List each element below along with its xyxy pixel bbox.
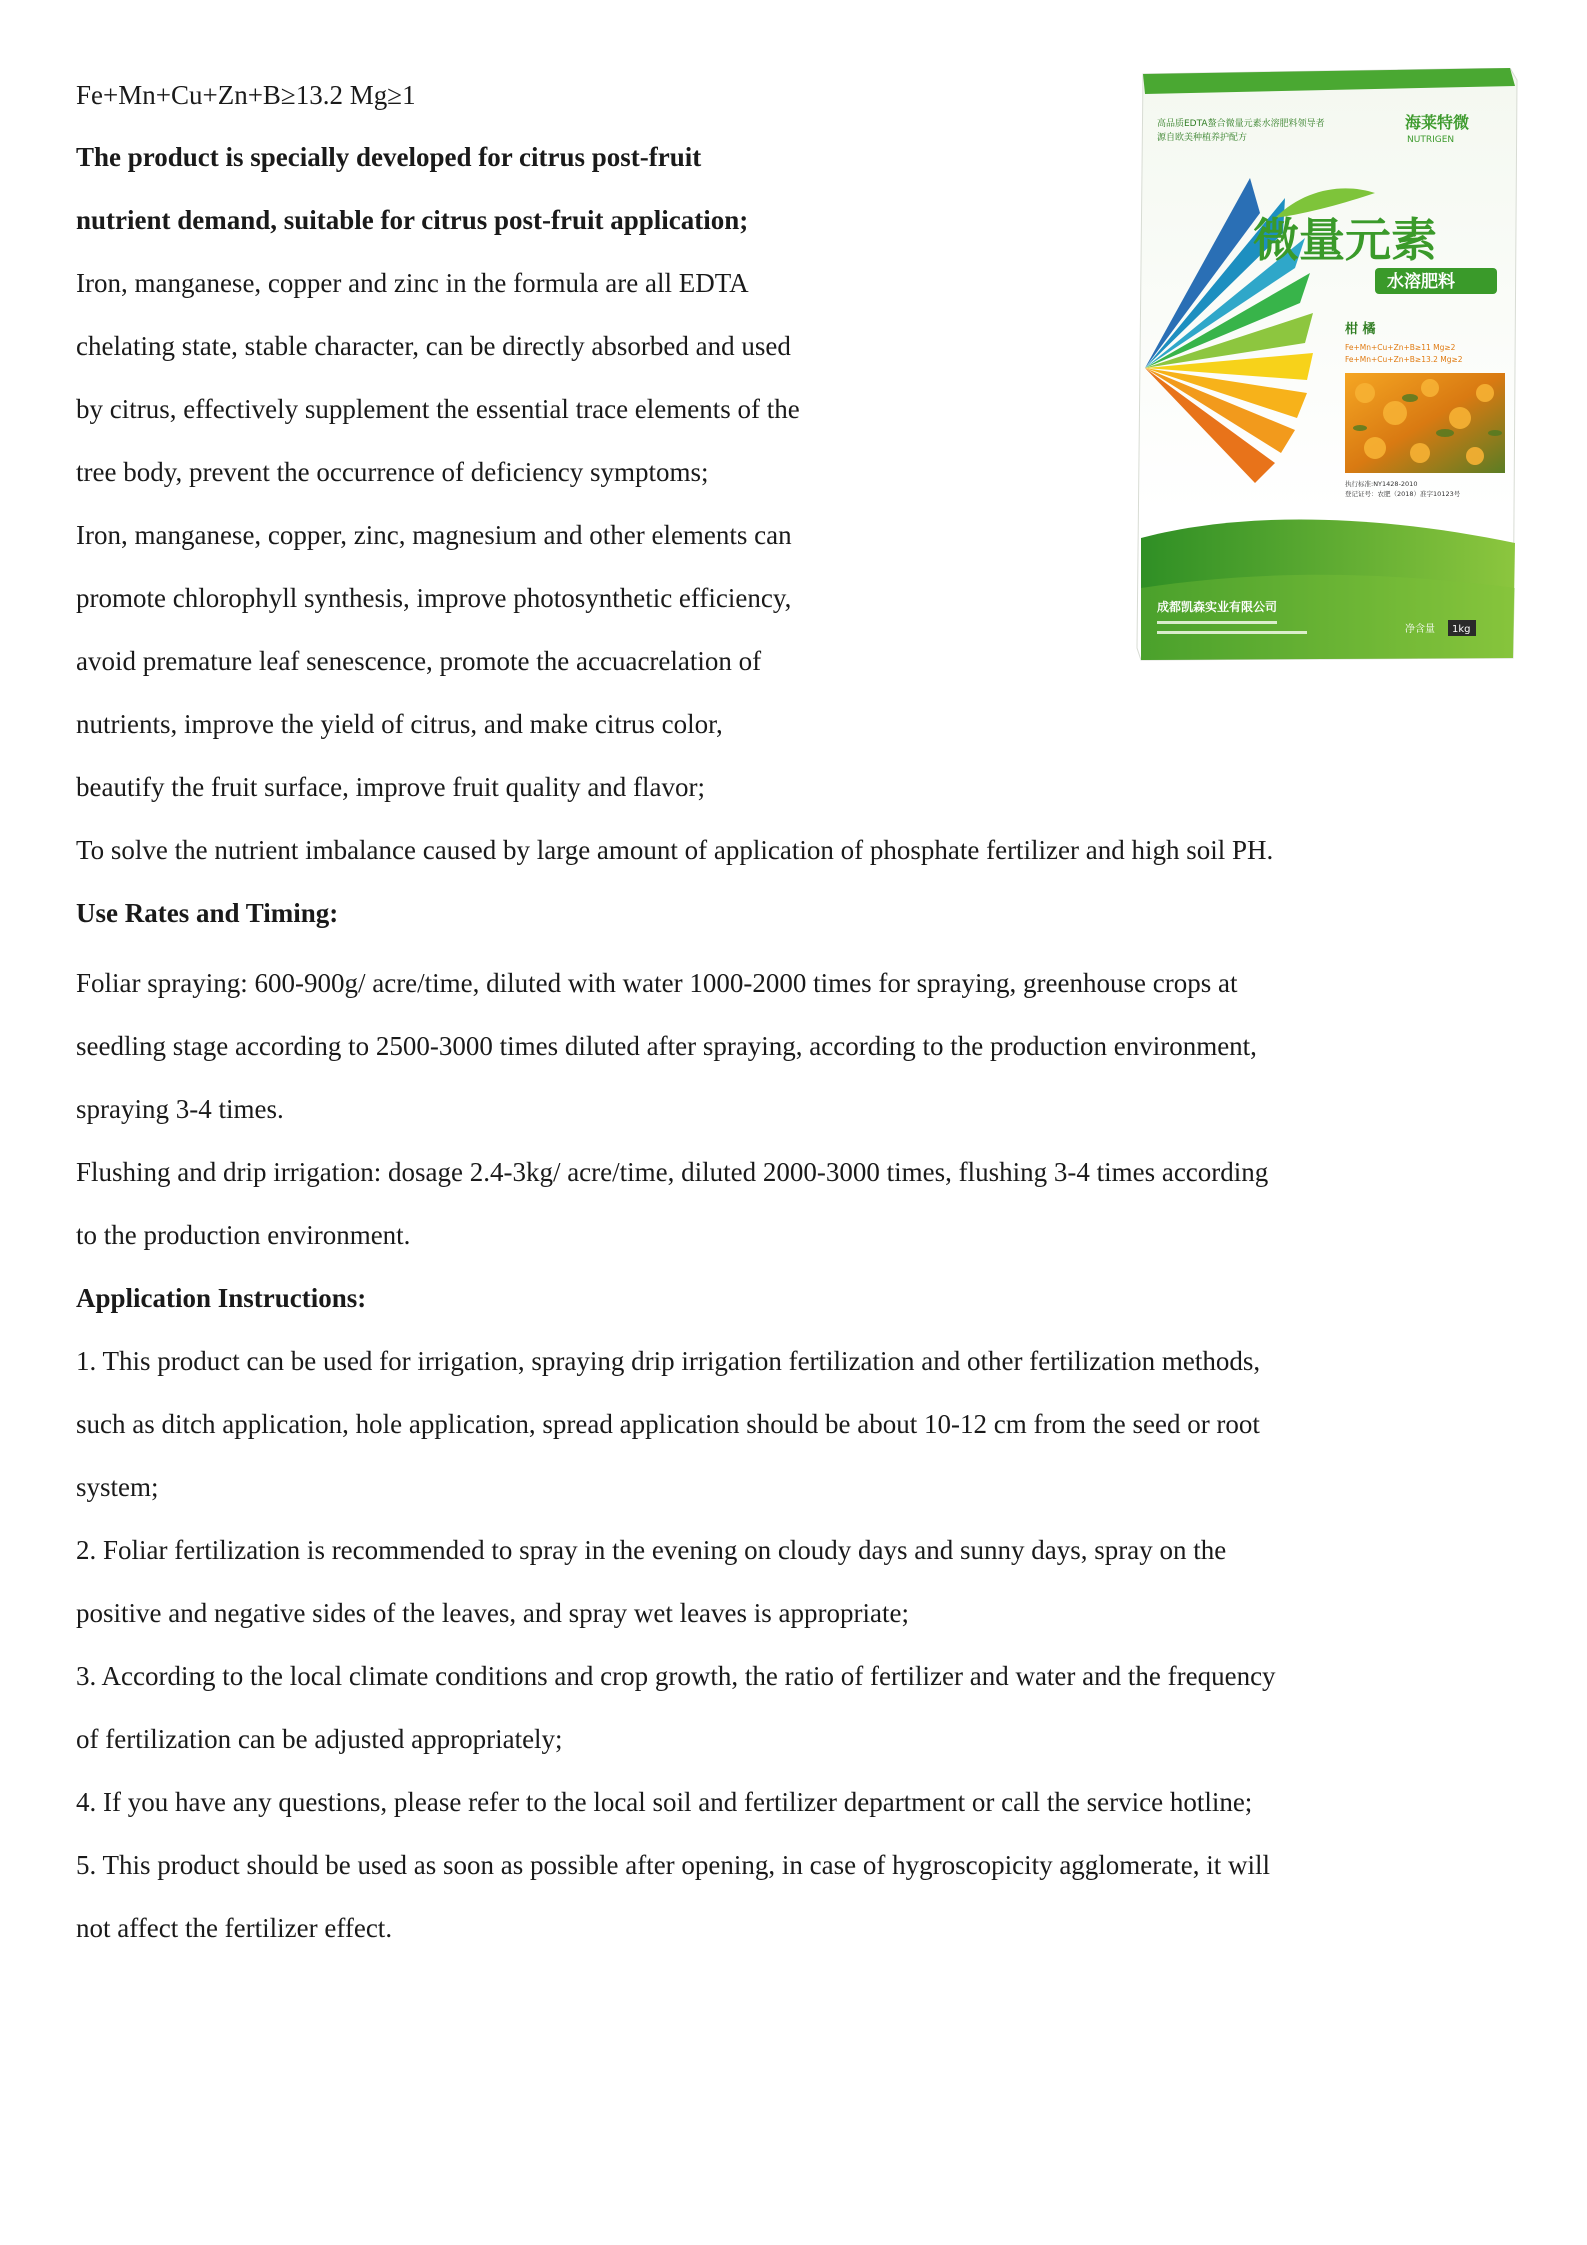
- package-top-text: 源自欧美种植养护配方: [1157, 133, 1248, 143]
- package-net-value: 1kg: [1452, 624, 1471, 635]
- package-net-label: 净含量: [1405, 624, 1435, 635]
- instruction-line: positive and negative sides of the leaves, and spray wet leaves is appropriate;: [76, 1598, 909, 1628]
- instruction-line: such as ditch application, hole application, spread application should be about 10-12 cm from the seed or root: [76, 1409, 1260, 1439]
- use-rates-line: spraying 3-4 times.: [76, 1094, 284, 1124]
- use-rates-line: Foliar spraying: 600-900g/ acre/time, diluted with water 1000-2000 times for spraying, greenhouse crops at: [76, 968, 1238, 998]
- intro-line: To solve the nutrient imbalance caused by large amount of application of phosphate fertilizer and high soil PH.: [76, 835, 1274, 865]
- package-standard: 执行标准:NY1428-2010: [1345, 480, 1418, 488]
- instruction-line: system;: [76, 1472, 159, 1502]
- instruction-line: 2. Foliar fertilization is recommended to spray in the evening on cloudy days and sunny days, spray on the: [76, 1535, 1227, 1565]
- use-rates-line: seedling stage according to 2500-3000 times diluted after spraying, according to the production environment,: [76, 1031, 1257, 1061]
- instruction-line: 1. This product can be used for irrigation, spraying drip irrigation fertilization and other fertilization methods,: [76, 1346, 1261, 1376]
- intro-line: nutrient demand, suitable for citrus post-fruit application;: [76, 205, 749, 235]
- package-company: 成都凯森实业有限公司: [1157, 600, 1278, 614]
- package-crop-label: 柑 橘: [1345, 322, 1376, 337]
- intro-line: tree body, prevent the occurrence of deficiency symptoms;: [76, 457, 709, 487]
- intro-line: Iron, manganese, copper, zinc, magnesium and other elements can: [76, 520, 792, 550]
- instructions-heading: Application Instructions:: [76, 1283, 367, 1313]
- intro-line: Iron, manganese, copper and zinc in the formula are all EDTA: [76, 268, 749, 298]
- intro-line: avoid premature leaf senescence, promote the accuacrelation of: [76, 646, 762, 676]
- intro-line: by citrus, effectively supplement the essential trace elements of the: [76, 394, 800, 424]
- package-brand-cn: 海莱特微: [1405, 113, 1470, 132]
- use-rates-line: to the production environment.: [76, 1220, 411, 1250]
- instruction-line: of fertilization can be adjusted appropriately;: [76, 1724, 563, 1754]
- intro-line: nutrients, improve the yield of citrus, and make citrus color,: [76, 709, 723, 739]
- package-top-text: 高品质EDTA螯合微量元素水溶肥料领导者: [1157, 119, 1325, 129]
- instruction-line: 5. This product should be used as soon as possible after opening, in case of hygroscopicity agglomerate, it will: [76, 1850, 1271, 1880]
- product-package-image: [1135, 68, 1522, 666]
- package-brand-en: NUTRIGEN: [1407, 135, 1455, 145]
- package-subtitle: 水溶肥料: [1387, 272, 1455, 292]
- instruction-line: 4. If you have any questions, please refer to the local soil and fertilizer department or call the service hotline;: [76, 1787, 1253, 1817]
- intro-line: chelating state, stable character, can be directly absorbed and used: [76, 331, 791, 361]
- instruction-line: not affect the fertilizer effect.: [76, 1913, 393, 1943]
- package-spec: Fe+Mn+Cu+Zn+B≥13.2 Mg≥2: [1345, 355, 1463, 364]
- use-rates-line: Flushing and drip irrigation: dosage 2.4-3kg/ acre/time, diluted 2000-3000 times, flushing 3-4 times according: [76, 1157, 1269, 1187]
- intro-line: beautify the fruit surface, improve fruit quality and flavor;: [76, 772, 706, 802]
- package-title: 微量元素: [1253, 213, 1437, 267]
- formula-line: Fe+Mn+Cu+Zn+B≥13.2 Mg≥1: [76, 80, 416, 110]
- use-rates-heading: Use Rates and Timing:: [76, 898, 339, 928]
- intro-line: promote chlorophyll synthesis, improve photosynthetic efficiency,: [76, 583, 792, 613]
- intro-line: The product is specially developed for citrus post-fruit: [76, 142, 702, 172]
- instruction-line: 3. According to the local climate conditions and crop growth, the ratio of fertilizer and water and the frequency: [76, 1661, 1276, 1691]
- package-registration: 登记证号：农肥（2018）准字10123号: [1345, 490, 1461, 498]
- package-spec: Fe+Mn+Cu+Zn+B≥11 Mg≥2: [1345, 343, 1456, 352]
